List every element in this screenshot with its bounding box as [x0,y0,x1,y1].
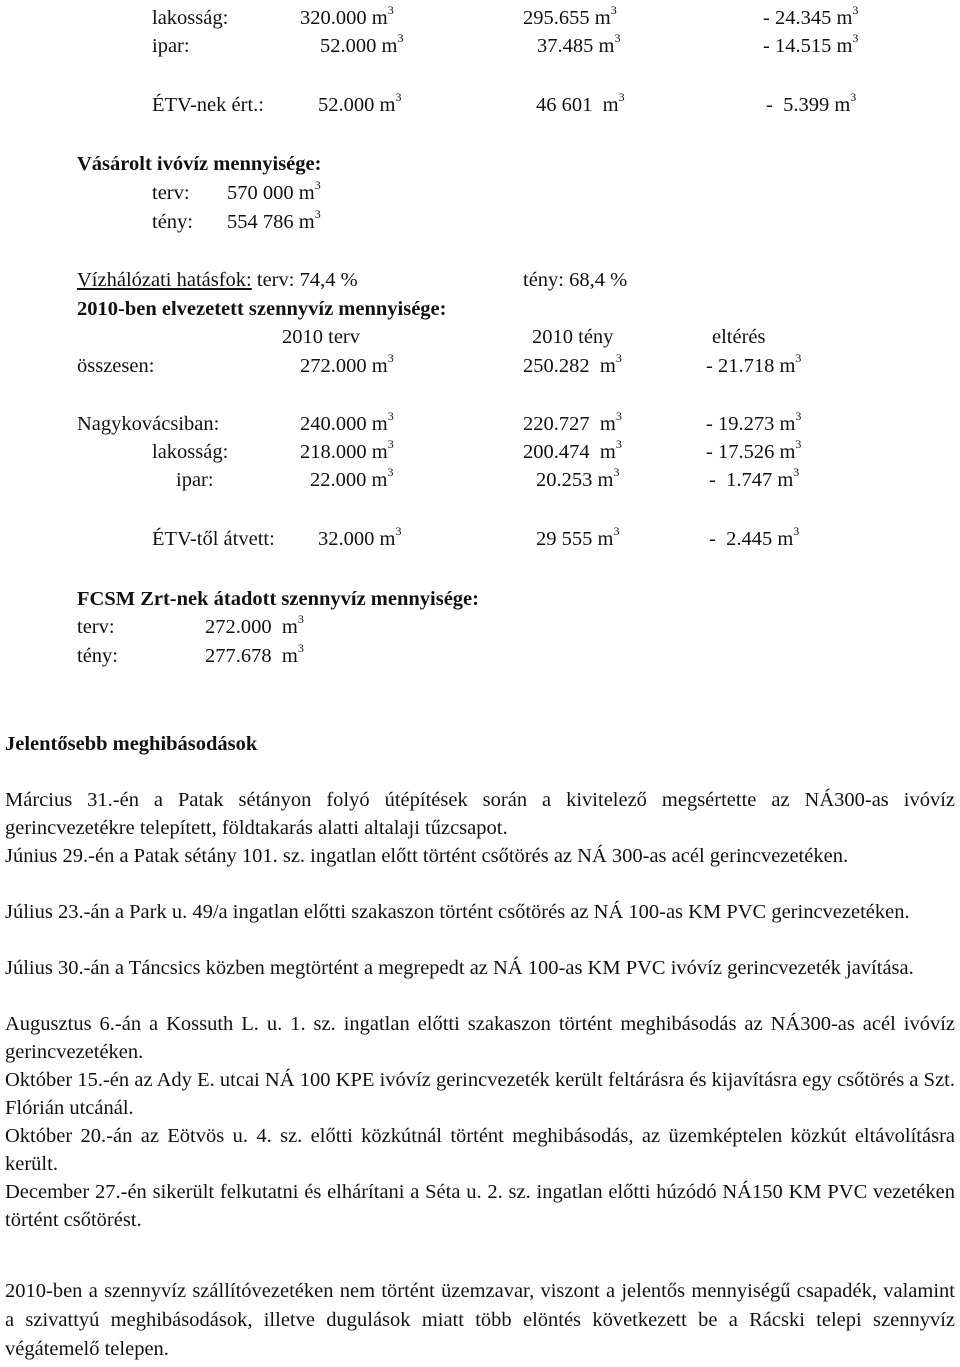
failure-item: December 27.-én sikerült felkutatni és elhárítani a Séta u. 2. sz. ingatlan előtti húzódó NÁ150 KM PVC vezetéken történt csőtörést. [5,1181,955,1231]
section-title: Jelentősebb meghibásodások [5,733,258,755]
diff-value: - 24.345 $m^3$ [763,3,859,29]
actual-value: 20.253 $m^3$ [536,465,620,491]
diff-value: - 21.718 $m^3$ [706,351,802,377]
efficiency-line: Vízhálózati hatásfok: terv: 74,4 % [77,269,358,291]
failure-item: Június 29.-én a Patak sétány 101. sz. ingatlan előtt történt csőtörés az NÁ 300-as acél gerincvezetéken. [5,845,849,867]
section-title: 2010-ben elvezetett szennyvíz mennyisége: [77,298,447,320]
plan-label: terv: [77,616,115,638]
failure-item: Augusztus 6.-án a Kossuth L. u. 1. sz. ingatlan előtti szakaszon történt meghibásodás az NÁ300-as acél ivóvíz gerincvezetéken. [5,1013,955,1063]
failure-item: Október 20.-án az Eötvös u. 4. sz. előtti közkútnál történt meghibásodás, az üzemképtelen közkút eltávolításra került. [5,1125,955,1175]
efficiency-actual: tény: 68,4 % [523,269,628,291]
column-header: eltérés [712,326,766,348]
plan-value: 272.000 $m^3$ [205,612,304,638]
actual-value: 220.727 $m^3$ [523,409,622,435]
failure-item: Július 23.-án a Park u. 49/a ingatlan előtti szakaszon történt csőtörés az NÁ 100-as KM PVC gerincvezetéken. [5,901,910,923]
actual-value: 200.474 $m^3$ [523,437,622,463]
plan-label: terv: [152,182,190,204]
plan-value: 218.000 $m^3$ [300,437,394,463]
closing-paragraph: 2010-ben a szennyvíz szállítóvezetéken nem történt üzemzavar, viszont a jelentős mennyiségű csapadék, valamint a szivattyú meghibásodások, illetve dugulások miatt több elöntés következett be a Rácski telepi szennyvíz végátemelő telepen. [5,1280,955,1360]
row-label: Nagykovácsiban: [77,413,220,435]
diff-value: - 14.515 $m^3$ [763,31,859,57]
plan-value: 52.000 $m^3$ [318,90,402,116]
actual-value: 277.678 $m^3$ [205,641,304,667]
actual-value: 29 555 $m^3$ [536,524,620,550]
plan-value: 22.000 $m^3$ [310,465,394,491]
row-label: lakosság: [152,441,229,463]
actual-value: 46 601 $m^3$ [536,90,625,116]
failure-item: Október 15.-én az Ady E. utcai NÁ 100 KPE ivóvíz gerincvezeték került feltárásra és kijavításra egy csőtörés a Szt. Flórián utcánál. [5,1069,955,1119]
section-title: Vásárolt ivóvíz mennyisége: [77,153,322,175]
plan-value: 52.000 $m^3$ [320,31,404,57]
plan-value: 272.000 $m^3$ [300,351,394,377]
row-label: ÉTV-nek ért.: [152,94,264,116]
actual-value: 37.485 $m^3$ [537,31,621,57]
actual-label: tény: [152,211,193,233]
row-label: ipar: [176,469,214,491]
plan-value: 570 000 $m^3$ [227,178,321,204]
column-header: 2010 tény [532,326,614,348]
actual-label: tény: [77,645,118,667]
plan-value: 32.000 $m^3$ [318,524,402,550]
row-label: ipar: [152,35,190,57]
column-header: 2010 terv [282,326,360,348]
actual-value: 554 786 $m^3$ [227,207,321,233]
row-label: ÉTV-től átvett: [152,528,275,550]
actual-value: 250.282 $m^3$ [523,351,622,377]
failure-item: Március 31.-én a Patak sétányon folyó útépítések során a kivitelező megsértette az NÁ300-as ivóvíz gerincvezetékre telepített, földtakarás alatti altalaji tűzcsapot. [5,789,955,839]
actual-value: 295.655 $m^3$ [523,3,617,29]
diff-value: - 2.445 $m^3$ [709,524,800,550]
diff-value: - 5.399 $m^3$ [766,90,857,116]
diff-value: - 17.526 $m^3$ [706,437,802,463]
row-label: összesen: [77,355,155,377]
diff-value: - 1.747 $m^3$ [709,465,800,491]
row-label: lakosság: [152,7,229,29]
failure-item: Július 30.-án a Táncsics közben megtörtént a megrepedt az NÁ 100-as KM PVC ivóvíz gerincvezeték javítása. [5,957,914,979]
plan-value: 320.000 $m^3$ [300,3,394,29]
plan-value: 240.000 $m^3$ [300,409,394,435]
diff-value: - 19.273 $m^3$ [706,409,802,435]
section-title: FCSM Zrt-nek átadott szennyvíz mennyisége: [77,588,479,610]
